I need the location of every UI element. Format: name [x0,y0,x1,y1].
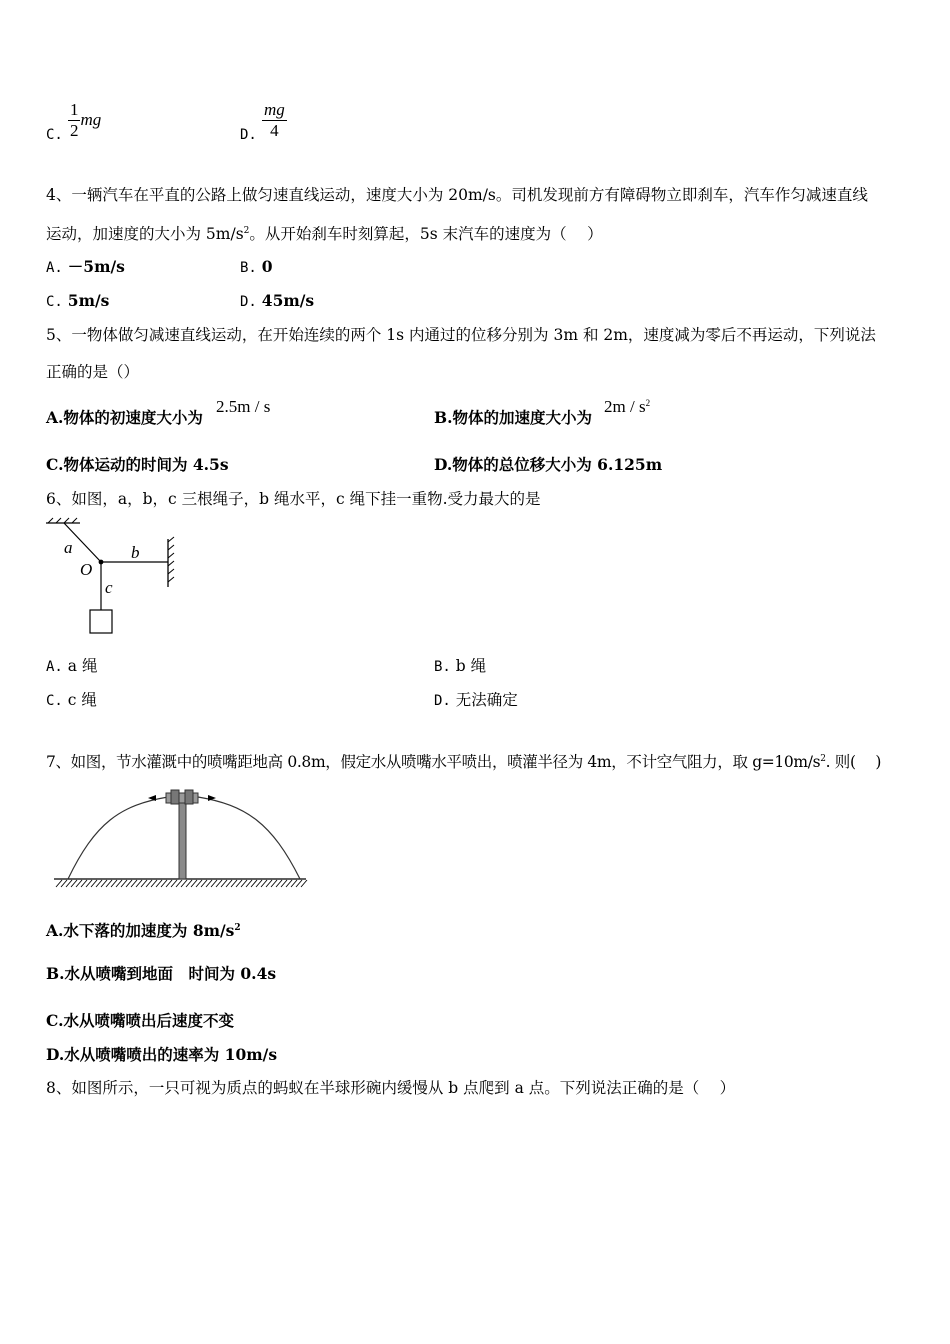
fraction [262,100,287,141]
option-label: C. [46,693,63,709]
hatch-mark [256,880,262,887]
q5-option-b[interactable] [434,408,592,428]
hatch-mark [231,880,237,887]
superscript: 2 [234,923,241,933]
q4-stem-line1: 4、一辆汽车在平直的公路上做匀速直线运动，速度大小为 20m/s。司机发现前方有障碍物立即刹车，汽车作匀减速直线 [46,186,868,204]
option-label: C. [46,294,63,310]
hatch-mark [106,880,112,887]
option-text: A.物体的初速度大小为 [46,408,203,427]
hatch-mark [101,880,107,887]
hatch-mark [276,880,282,887]
hatch-mark [241,880,247,887]
q5-option-a-value: 2.5m / s [216,397,271,416]
hatch-mark [81,880,87,887]
label-a: a [64,538,73,557]
q6-stem: 6、如图，a，b，c 三根绳子，b 绳水平，c 绳下挂一重物.受力最大的是 [46,490,541,508]
denominator: 4 [262,120,287,141]
hatch-mark [291,880,297,887]
numerator: mg [263,100,285,119]
q4-option-d[interactable] [240,291,314,312]
hatch-mark [296,880,302,887]
weight-block [90,610,112,633]
hatch-mark [111,880,117,887]
option-text: 45m/s [261,291,315,310]
hatch-mark [116,880,122,887]
q7-sprinkler-figure [50,783,312,895]
q5-stem-line2: 正确的是（） [46,363,140,381]
hatch-mark [91,880,97,887]
option-label: D. [434,693,451,709]
option-text: c 绳 [67,691,97,709]
label-b: b [131,543,140,562]
hatch-mark [156,880,162,887]
hatch-mark [211,880,217,887]
q5-option-b-value [604,397,650,417]
option-text: 无法确定 [455,691,518,709]
hatch-mark [121,880,127,887]
text: 。从开始刹车时刻算起，5s 末汽车的速度为（ ） [249,225,603,243]
superscript: 2 [820,754,826,764]
q4-option-a[interactable] [46,257,125,278]
water-arc-right [198,797,300,879]
hatch-mark [181,880,187,887]
hatch-mark [176,880,182,887]
hatch-mark [281,880,287,887]
hatch-mark [301,880,307,887]
option-label: D. [240,127,257,143]
q3-option-d[interactable] [240,100,287,143]
option-label: C. [46,127,63,143]
q6-option-b[interactable] [434,656,486,677]
nozzle-left [171,790,179,804]
text: 7、如图，节水灌溉中的喷嘴距地高 0.8m，假定水从喷嘴水平喷出，喷灌半径为 4m，不计空气阻力，取 g=10m/s [46,753,821,771]
hatch-mark [246,880,252,887]
hatch-mark [136,880,142,887]
ceiling-hatch [48,518,77,523]
q6-option-a[interactable] [46,656,97,677]
q3-option-c[interactable] [46,100,101,143]
hatch-mark [71,880,77,887]
hatch-mark [141,880,147,887]
q6-option-d[interactable] [434,690,518,711]
numerator: 1 [69,100,79,119]
hatch-mark [226,880,232,887]
hatch-mark [151,880,157,887]
hatch-mark [201,880,207,887]
q5-option-c[interactable]: C.物体运动的时间为 4.5s [46,455,229,474]
q4-option-c[interactable] [46,291,109,312]
text: 运动，加速度的大小为 5m/s [46,225,244,243]
hatch-mark [271,880,277,887]
label-o: O [80,560,93,579]
option-text: 0 [261,257,273,276]
hatch-mark [251,880,257,887]
q8-stem: 8、如图所示，一只可视为质点的蚂蚁在半球形碗内缓慢从 b 点爬到 a 点。下列说法正确的是（ ） [46,1079,736,1097]
denominator: 2 [69,121,79,140]
hatch-mark [146,880,152,887]
q7-option-c[interactable]: C.水从喷嘴喷出后速度不变 [46,1011,234,1030]
hatch-mark [196,880,202,887]
q6-option-c[interactable] [46,690,97,711]
q5-option-a[interactable] [46,408,203,428]
q7-option-b[interactable]: B.水从喷嘴到地面 时间为 0.4s [46,964,277,983]
hatch-mark [261,880,267,887]
nozzle-right [185,790,193,804]
option-text: 5m/s [67,291,110,310]
hatch-mark [286,880,292,887]
option-text: b 绳 [455,657,487,675]
ground-hatch [56,880,307,887]
hatch-mark [131,880,137,887]
q5-option-d[interactable]: D.物体的总位移大小为 6.125m [434,455,663,474]
hatch-mark [166,880,172,887]
option-text: A.水下落的加速度为 8m/s [46,921,235,940]
superscript: 2 [243,226,250,236]
hatch-mark [186,880,192,887]
hatch-mark [56,880,62,887]
hatch-mark [266,880,272,887]
hatch-mark [86,880,92,887]
text: . 则( ) [825,753,882,771]
q4-stem-line2 [46,221,603,244]
hatch-mark [206,880,212,887]
hatch-mark [236,880,242,887]
water-arc-left [68,797,168,879]
wall-hatch [168,537,174,582]
hatch-mark [96,880,102,887]
option-text: B.物体的加速度大小为 [434,408,592,427]
hatch-mark [126,880,132,887]
option-label: D. [240,294,257,310]
formula-term: mg [80,110,102,129]
hatch-mark [76,880,82,887]
hatch-mark [216,880,222,887]
q7-option-a[interactable] [46,918,241,941]
superscript: 2 [645,398,651,408]
q7-stem [46,749,881,772]
option-label: A. [46,659,63,675]
hatch-mark [61,880,67,887]
option-label: B. [434,659,451,675]
hatch-mark [171,880,177,887]
option-text: －5m/s [67,257,125,276]
q5-stem-line1: 5、一物体做匀减速直线运动，在开始连续的两个 1s 内通过的位移分别为 3m 和 2m，速度减为零后不再运动，下列说法 [46,326,876,344]
value: 2m / s [604,397,646,416]
knot-point [99,560,104,565]
fraction [68,100,81,141]
option-text: a 绳 [67,657,98,675]
q6-rope-figure [44,515,184,640]
sprinkler-pole [179,803,186,879]
q4-option-b[interactable] [240,257,273,278]
hatch-mark [161,880,167,887]
q7-option-d[interactable]: D.水从喷嘴喷出的速率为 10m/s [46,1045,278,1064]
label-c: c [105,578,113,597]
option-label: B. [240,260,257,276]
hatch-mark [66,880,72,887]
option-label: A. [46,260,63,276]
hatch-mark [191,880,197,887]
hatch-mark [221,880,227,887]
